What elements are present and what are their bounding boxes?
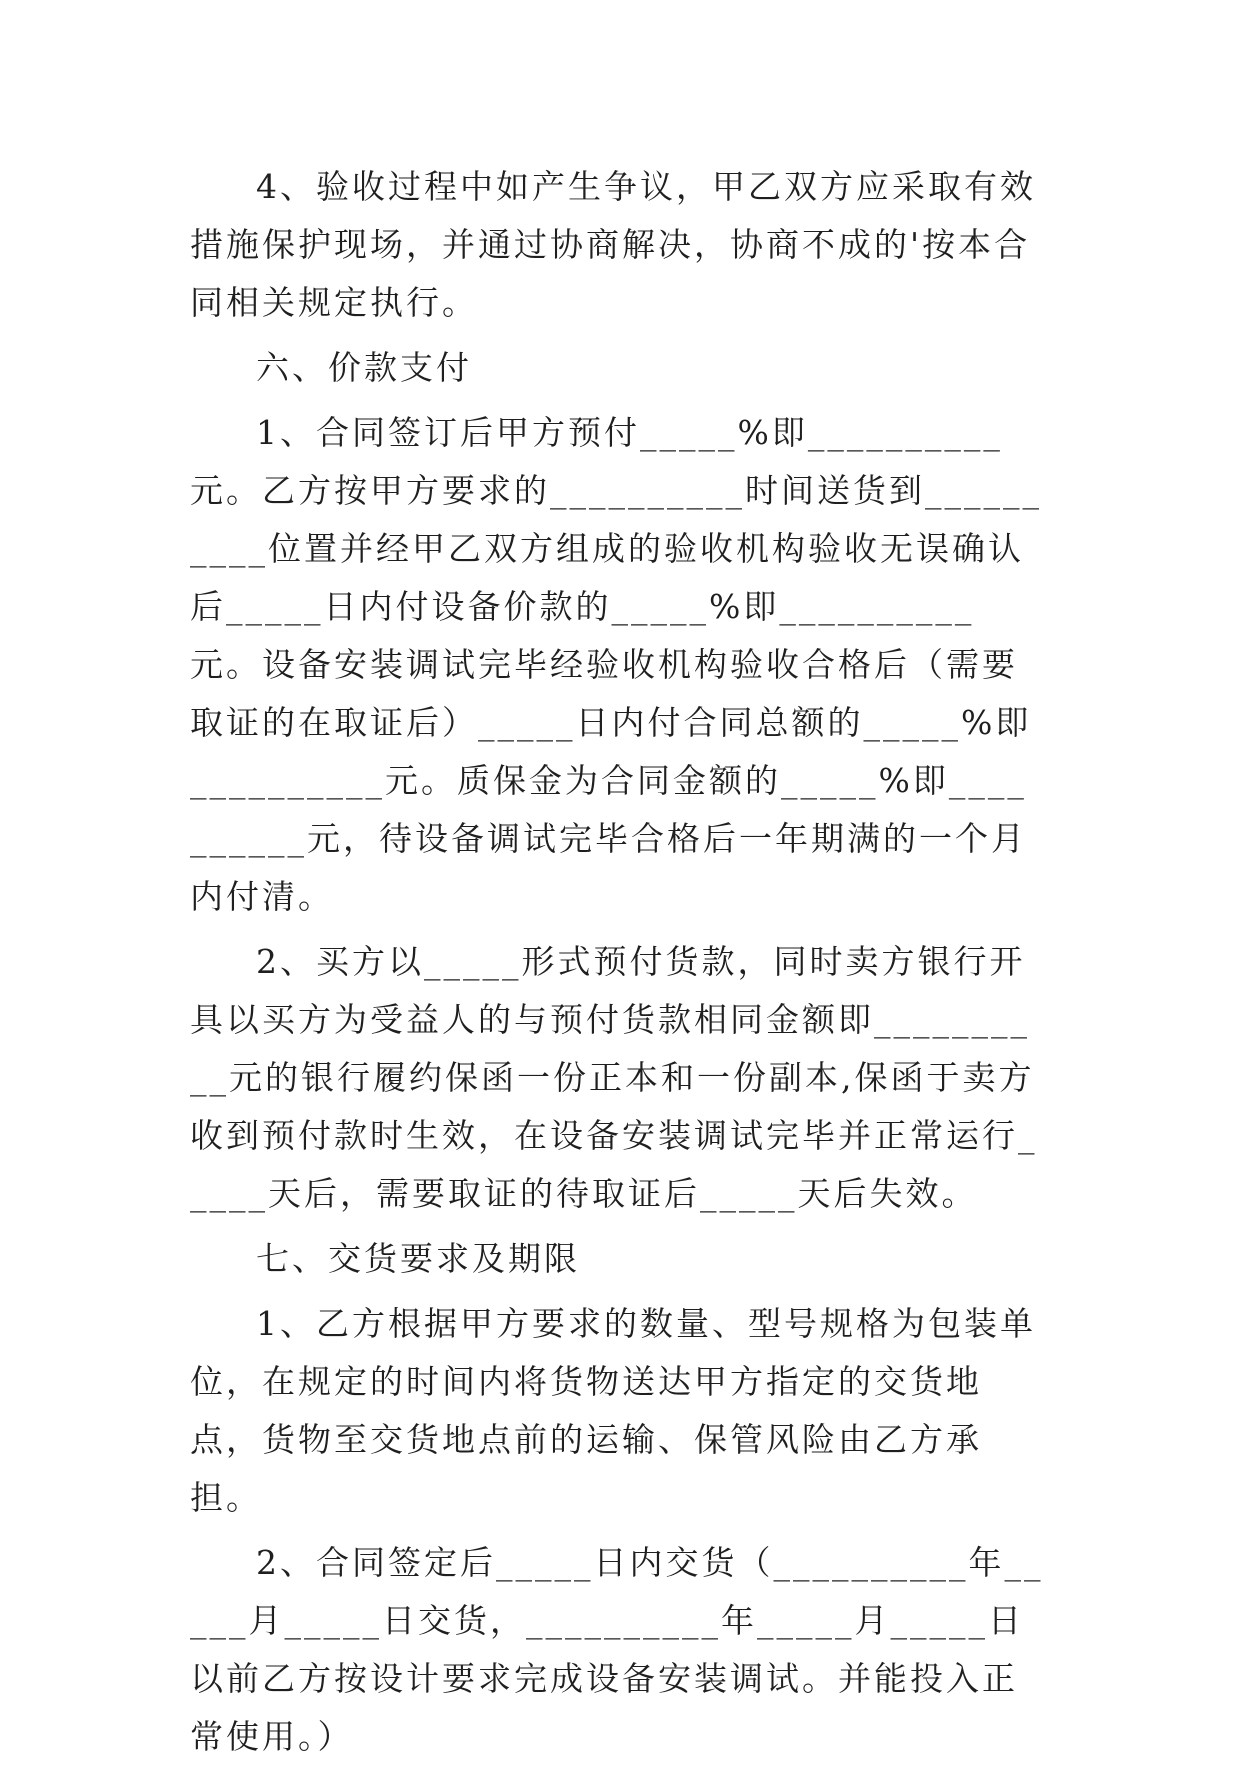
clause-payment-2: 2、买方以_____形式预付货款，同时卖方银行开具以买方为受益人的与预付货款相同金额即__________元的银行履约保函一份正本和一份副本,保函于卖方收到预付款时生效，在设备安装调试完毕并正常运行_____天后，需要取证的待取证后_____天后失效。 <box>190 942 1038 1213</box>
clause-delivery-2: 2、合同签定后_____日内交货（__________年_____月_____日交货，__________年_____月_____日以前乙方按设计要求完成设备安装调试。并能投入正常使用。） <box>190 1543 1044 1756</box>
section-heading-payment: 六、价款支付 <box>256 348 472 387</box>
section-heading-delivery: 七、交货要求及期限 <box>256 1239 580 1278</box>
clause-delivery-1: 1、乙方根据甲方要求的数量、型号规格为包装单位，在规定的时间内将货物送达甲方指定的交货地点，货物至交货地点前的运输、保管风险由乙方承担。 <box>190 1304 1036 1517</box>
clause-4-dispute: 4、验收过程中如产生争议，甲乙双方应采取有效措施保护现场，并通过协商解决，协商不成的'按本合同相关规定执行。 <box>190 167 1036 322</box>
clause-payment-1: 1、合同签订后甲方预付_____%即__________元。乙方按甲方要求的__________时间送货到__________位置并经甲乙双方组成的验收机构验收无误确认后_____日内付设备价款的_____%即__________元。设备安装调试完毕经验收机构验收合格后（需要取证的在取证后）_____日内付合同总额的_____%即__________元。质保金为合同金额的_____%即__________元，待设备调试完毕合格后一年期满的一个月内付清。 <box>190 413 1042 916</box>
document-body <box>190 158 1045 1766</box>
